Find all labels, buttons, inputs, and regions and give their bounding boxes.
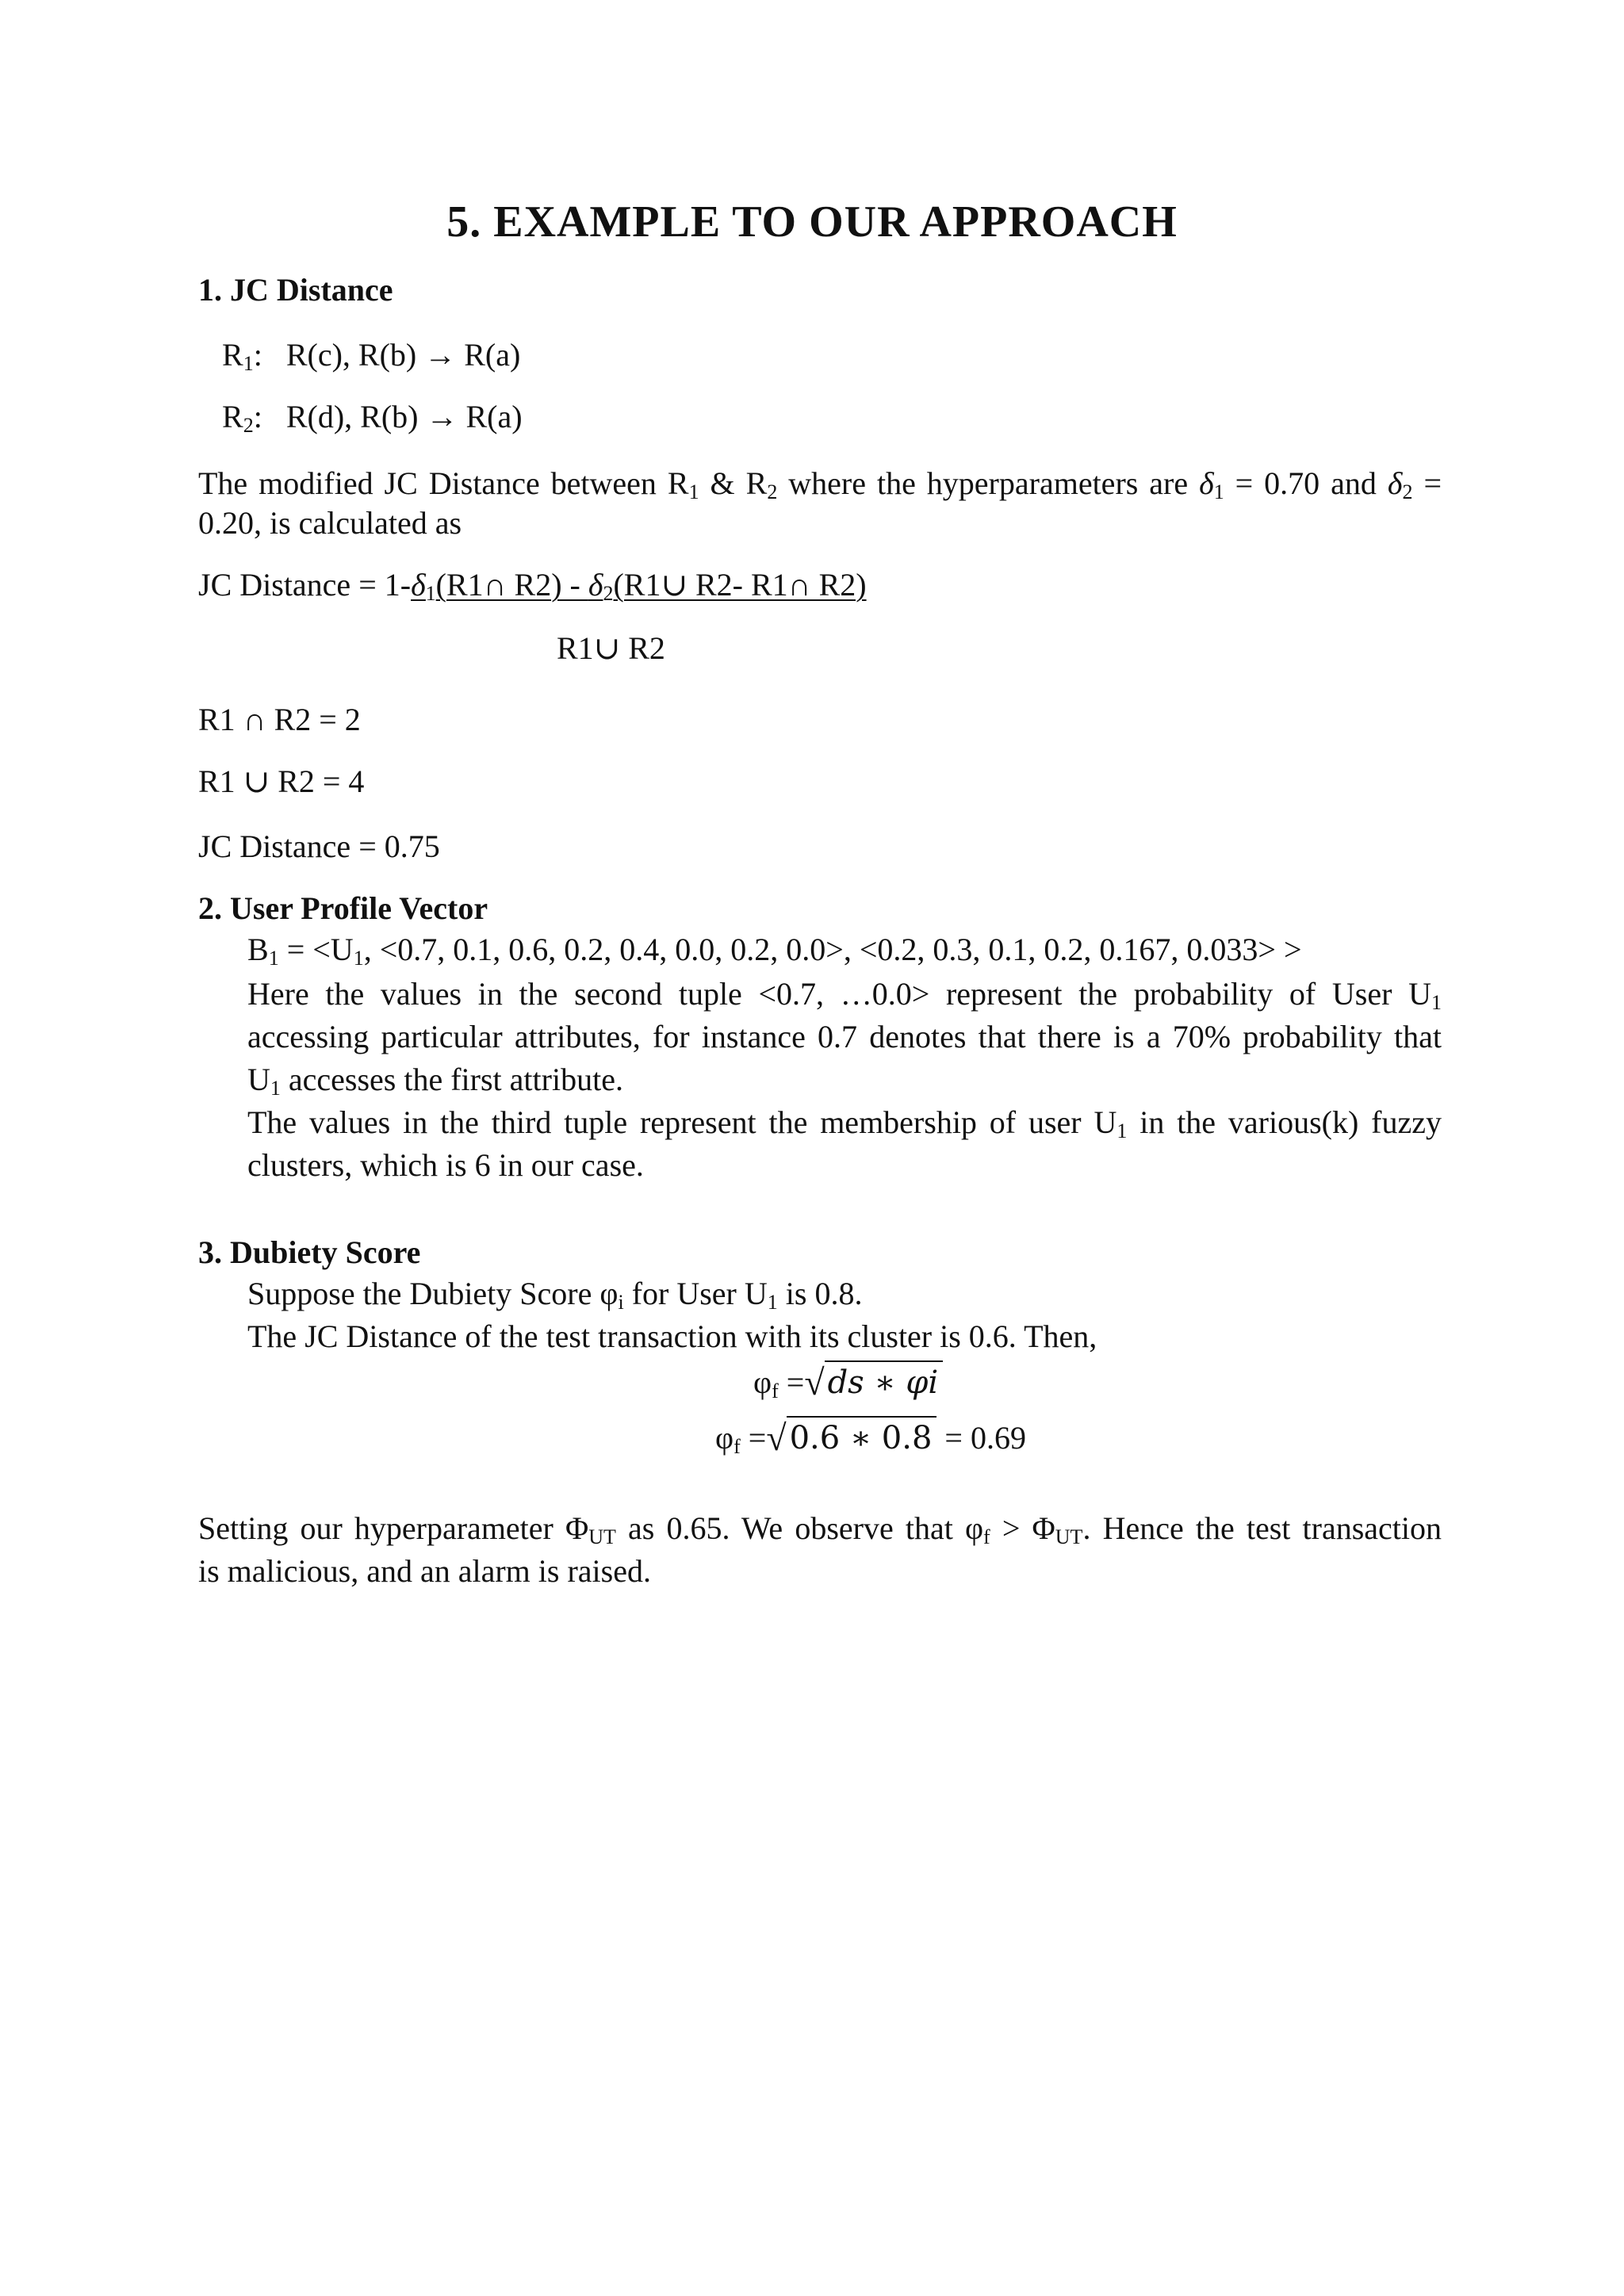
rule-r2-body: R(d), R(b) → R(a) bbox=[285, 399, 523, 434]
vector-text: , <0.7, 0.1, 0.6, 0.2, 0.4, 0.0, 0.2, 0.0>, <0.2, 0.3, 0.1, 0.2, 0.167, 0.033> > bbox=[363, 932, 1302, 967]
paragraph-text: The modified JC Distance between R bbox=[198, 465, 689, 501]
paragraph-text: for User U bbox=[623, 1276, 768, 1311]
subscript: UT bbox=[588, 1525, 616, 1548]
paragraph-text: U bbox=[247, 1062, 270, 1097]
profile-paragraph-line3 bbox=[247, 1061, 623, 1099]
section-heading-dubiety-score: 3. Dubiety Score bbox=[198, 1234, 421, 1270]
dubiety-equation-1 bbox=[753, 1360, 943, 1404]
delta-symbol: δ bbox=[1387, 465, 1403, 501]
profile-paragraph-line2: accessing particular attributes, for instance 0.7 denotes that there is a 70% probability that bbox=[247, 1019, 1442, 1054]
intersection-value: R1 ∩ R2 = 2 bbox=[198, 702, 361, 737]
profile-paragraph-line1 bbox=[247, 975, 1442, 1013]
paragraph-text: . Hence the test transaction bbox=[1082, 1510, 1442, 1546]
paragraph-text: The values in the third tuple represent the membership of user U bbox=[247, 1104, 1117, 1140]
radicand: 0.6 ∗ 0.8 bbox=[787, 1416, 937, 1457]
phi-symbol: φ bbox=[715, 1420, 734, 1456]
paragraph-text: = 0.70 and bbox=[1224, 465, 1388, 501]
paragraph-text: Suppose the Dubiety Score φ bbox=[247, 1276, 619, 1311]
rule-r2-subscript: 2 bbox=[243, 414, 254, 437]
jc-formula-numerator bbox=[198, 566, 867, 604]
profile-vector-b1 bbox=[247, 931, 1302, 969]
jc-distance-result: JC Distance = 0.75 bbox=[198, 828, 440, 864]
subscript: 1 bbox=[270, 1077, 281, 1100]
dubiety-line2: The JC Distance of the test transaction with its cluster is 0.6. Then, bbox=[247, 1318, 1097, 1354]
profile-paragraph-line4 bbox=[247, 1104, 1442, 1142]
paragraph-text: > Φ bbox=[990, 1510, 1055, 1546]
rule-r2 bbox=[222, 398, 523, 436]
dubiety-line1 bbox=[247, 1275, 862, 1313]
subscript: 2 bbox=[603, 582, 614, 605]
paragraph-text: is 0.8. bbox=[777, 1276, 863, 1311]
subscript: f bbox=[772, 1380, 779, 1402]
formula-text: (R1∪ R2- R1∩ R2) bbox=[613, 567, 867, 603]
equation-result: = 0.69 bbox=[936, 1420, 1026, 1456]
union-value: R1 ∪ R2 = 4 bbox=[198, 763, 365, 799]
rule-r1-label: R bbox=[222, 337, 243, 373]
section-heading-jc-distance: 1. JC Distance bbox=[198, 272, 393, 308]
square-root bbox=[766, 1416, 936, 1460]
vector-label: B bbox=[247, 932, 269, 967]
radical-sign-icon: √ bbox=[804, 1362, 825, 1402]
subscript: 1 bbox=[1431, 991, 1442, 1014]
subscript: UT bbox=[1055, 1525, 1083, 1548]
formula-text: (R1∩ R2) - bbox=[435, 567, 588, 603]
jc-paragraph-line1 bbox=[198, 465, 1442, 503]
rule-r1-subscript: 1 bbox=[243, 352, 254, 375]
subscript: 1 bbox=[1116, 1119, 1128, 1142]
rule-r1-colon: : bbox=[253, 337, 286, 373]
jc-paragraph-line2: 0.20, is calculated as bbox=[198, 505, 462, 541]
equals-sign: = bbox=[778, 1364, 805, 1400]
formula-lhs: JC Distance = 1- bbox=[198, 567, 412, 603]
subscript: f bbox=[733, 1435, 741, 1458]
jc-formula-denominator: R1∪ R2 bbox=[557, 630, 665, 666]
subscript: 1 bbox=[1213, 480, 1224, 503]
delta-symbol: δ bbox=[411, 567, 426, 603]
section-heading-user-profile-vector: 2. User Profile Vector bbox=[198, 890, 488, 926]
dubiety-equation-2 bbox=[715, 1416, 1026, 1460]
delta-symbol: δ bbox=[1199, 465, 1214, 501]
subscript: 2 bbox=[767, 480, 778, 503]
profile-paragraph-line5: clusters, which is 6 in our case. bbox=[247, 1147, 644, 1183]
delta-symbol: δ bbox=[588, 567, 603, 603]
formula-numerator bbox=[411, 567, 867, 603]
subscript: i bbox=[618, 1291, 624, 1314]
paragraph-text: accesses the first attribute. bbox=[280, 1062, 623, 1097]
vector-text: = <U bbox=[278, 932, 354, 967]
rule-r2-colon: : bbox=[253, 399, 286, 434]
rule-r1 bbox=[222, 336, 520, 374]
equals-sign: = bbox=[740, 1420, 767, 1456]
subscript: 1 bbox=[425, 582, 436, 605]
subscript: 1 bbox=[353, 947, 364, 970]
paragraph-text: in the various(k) fuzzy bbox=[1127, 1104, 1442, 1140]
radicand: ds ∗ φi bbox=[825, 1360, 944, 1402]
paragraph-text: & R bbox=[699, 465, 768, 501]
radical-sign-icon: √ bbox=[766, 1418, 787, 1458]
paragraph-text: where the hyperparameters are bbox=[777, 465, 1200, 501]
subscript: 1 bbox=[688, 480, 699, 503]
paragraph-text: Here the values in the second tuple <0.7, …0.0> represent the probability of User U bbox=[247, 976, 1431, 1012]
conclusion-line1 bbox=[198, 1510, 1442, 1548]
subscript: 1 bbox=[268, 947, 279, 970]
phi-symbol: φ bbox=[753, 1364, 772, 1400]
rule-r1-body: R(c), R(b) → R(a) bbox=[285, 337, 521, 373]
conclusion-line2: is malicious, and an alarm is raised. bbox=[198, 1553, 651, 1589]
rule-r2-label: R bbox=[222, 399, 243, 434]
subscript: f bbox=[983, 1525, 990, 1548]
paragraph-text: = bbox=[1412, 465, 1442, 501]
paragraph-text: as 0.65. We observe that φ bbox=[615, 1510, 984, 1546]
page-title: 5. EXAMPLE TO OUR APPROACH bbox=[446, 197, 1178, 247]
subscript: 2 bbox=[1402, 480, 1413, 503]
paragraph-text: Setting our hyperparameter Φ bbox=[198, 1510, 589, 1546]
subscript: 1 bbox=[767, 1291, 778, 1314]
square-root bbox=[804, 1360, 943, 1404]
